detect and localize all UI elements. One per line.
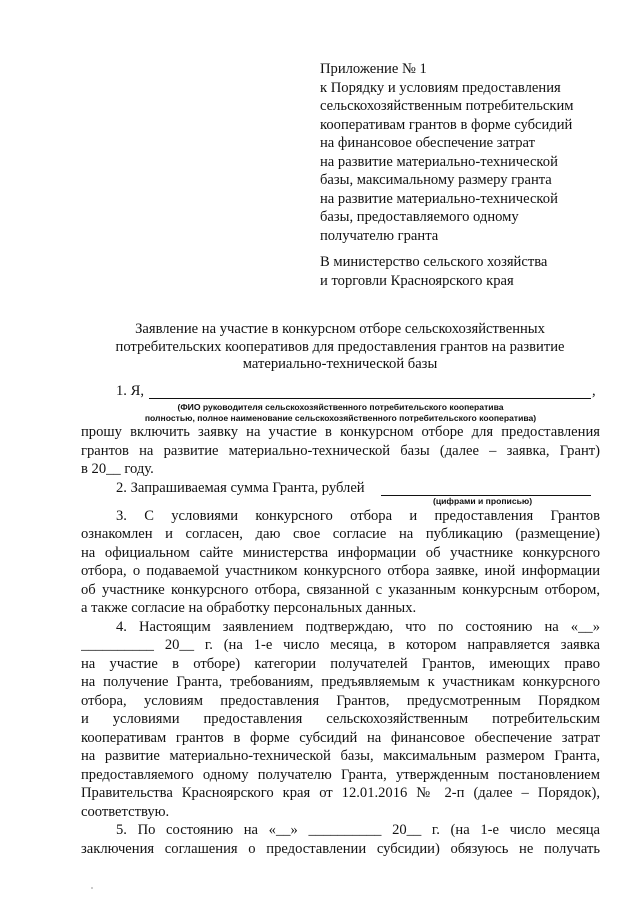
appendix-line: Приложение № 1: [320, 61, 427, 77]
text-line: на официальном сайте министерства информации об участнике конкурсного: [81, 544, 600, 561]
scan-speck: [91, 887, 93, 889]
appendix-line: базы, предоставляемого одному: [320, 209, 519, 225]
appendix-line: к Порядку и условиям предоставления: [320, 79, 561, 96]
text-line: __________ 20__ г. (на 1-е число месяца, в котором направляется заявка: [81, 637, 600, 653]
p2-text: 2. Запрашиваемая сумма Гранта, рублей: [116, 479, 365, 496]
text-line: 3. С условиями конкурсного отбора и предоставления Грантов: [116, 507, 600, 524]
recipient-line: и торговли Красноярского края: [320, 272, 514, 289]
text-line: в 20__ году.: [81, 461, 154, 477]
text-line: на участие в отборе) категории получателей Грантов, имеющих право: [81, 655, 600, 672]
title-line: материально-технической базы: [242, 356, 438, 372]
appendix-line: базы, максимальному размеру гранта: [320, 172, 552, 188]
text-line: об участнике конкурсного отбора, связанной с указанным конкурсным отбором,: [81, 581, 600, 598]
p1-prefix: 1. Я,: [116, 383, 144, 399]
text-line: 5. По состоянию на «__» __________ 20__ г. (на 1-е число месяца: [116, 822, 600, 838]
text-line: кооперативам грантов в форме субсидий на финансовое обеспечение затрат: [81, 729, 600, 746]
text-line: на получение Гранта, требованиям, предъявляемым к участникам конкурсного: [81, 674, 600, 690]
recipient-block: [320, 253, 620, 290]
grant-amount-hint: (цифрами и прописью): [433, 496, 533, 506]
applicant-name-hint: полностью, полное наименование сельскохозяйственного потребительского кооператива): [144, 412, 537, 423]
text-line: на развитие материально-технической базы, максимальным размером Гранта,: [81, 748, 600, 764]
appendix-header: [320, 60, 620, 245]
appendix-line: на развитие материально-технической: [320, 190, 558, 207]
p1-suffix: ,: [592, 383, 596, 399]
title-line: Заявление на участие в конкурсном отборе сельскохозяйственных: [135, 321, 545, 337]
appendix-line: на финансовое обеспечение затрат: [320, 135, 535, 151]
applicant-name-hint: (ФИО руководителя сельскохозяйственного потребительского кооператива: [177, 402, 504, 412]
applicant-name-blank[interactable]: [149, 398, 591, 399]
text-line: соответствую.: [81, 803, 170, 820]
text-line: Правительства Красноярского края от 12.01.2016 № 2-п (далее – Порядок),: [81, 785, 600, 801]
text-line: 4. Настоящим заявлением подтверждаю, что по состоянию на «__»: [116, 618, 600, 635]
text-line: отбора, условиям предоставления Грантов, предусмотренным Порядком: [81, 692, 600, 709]
text-line: грантов на развитие материально-технической базы (далее – заявка, Грант): [81, 442, 600, 459]
grant-amount-blank[interactable]: [381, 495, 591, 496]
applicant-name-row: [81, 382, 600, 400]
appendix-line: на развитие материально-технической: [320, 153, 558, 170]
text-line: а также согласие на обработку персональных данных.: [81, 600, 417, 616]
appendix-line: сельскохозяйственным потребительским: [320, 98, 574, 114]
recipient-line: В министерство сельского хозяйства: [320, 254, 548, 270]
text-line: прошу включить заявку на участие в конкурсном отборе для предоставления: [81, 424, 600, 440]
appendix-line: кооперативам грантов в форме субсидий: [320, 116, 573, 133]
text-line: и условиями предоставления сельскохозяйственным потребительским: [81, 711, 600, 727]
text-line: ознакомлен и согласен, даю свое согласие на публикацию (размещение): [81, 526, 600, 542]
text-line: предоставляемого одному получателю Гранта, утвержденным постановлением: [81, 766, 600, 783]
grant-amount-row: [81, 479, 600, 498]
text-line: отбора, о подаваемой участником конкурсного отбора заявке, иной информации: [81, 563, 600, 579]
document-body: [81, 382, 600, 858]
title-line: потребительских кооперативов для предоставления грантов на развитие: [115, 338, 565, 355]
document-title: [80, 321, 600, 374]
text-line: заключения соглашения о предоставлении субсидии) обязуюсь не получать: [81, 840, 600, 857]
appendix-line: получателю гранта: [320, 227, 439, 244]
